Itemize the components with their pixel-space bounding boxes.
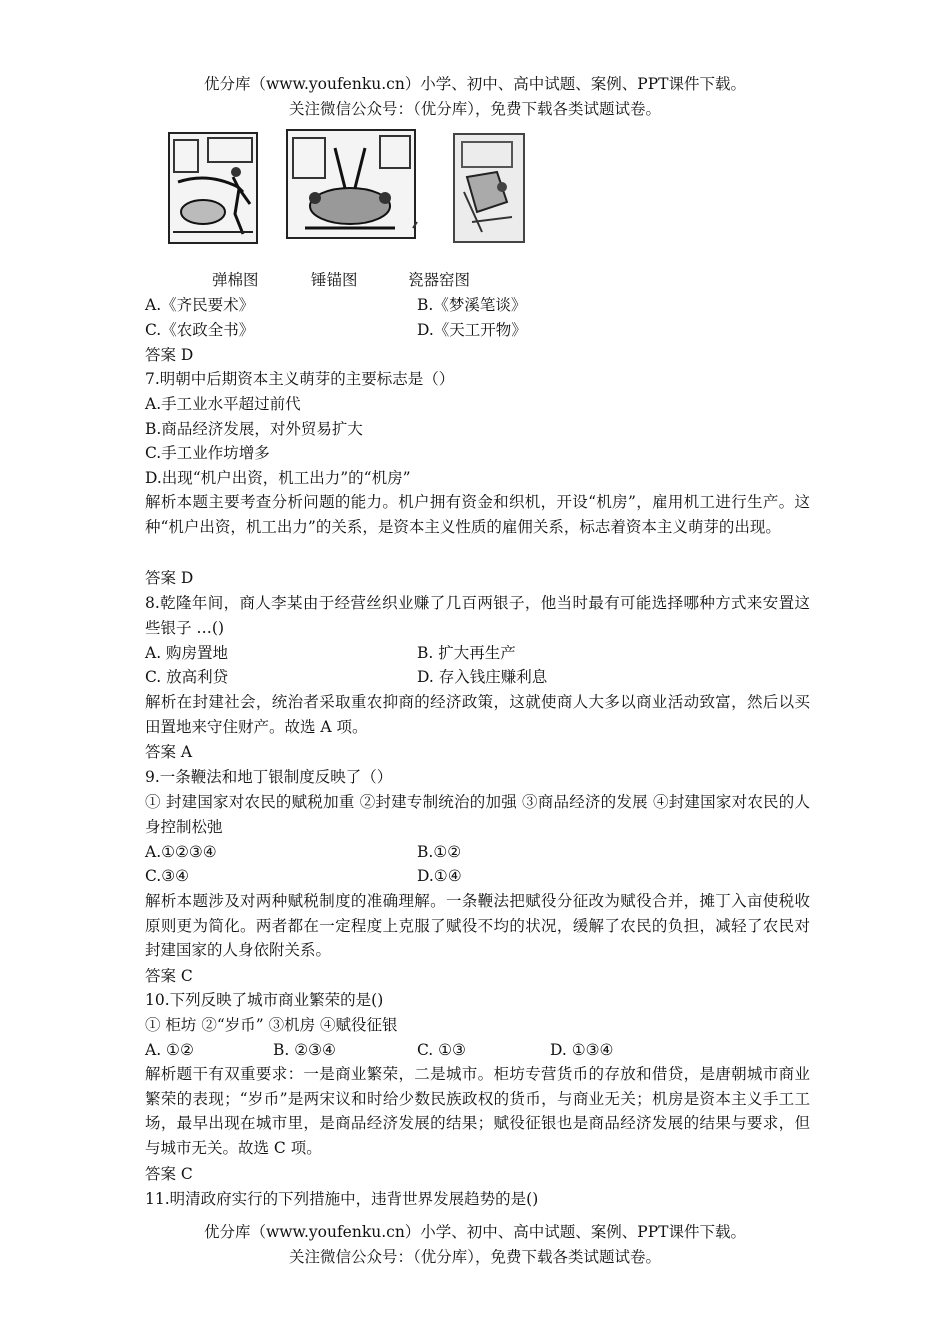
q9-option-row-2: [145, 864, 815, 889]
q9-option-d: D.①④: [417, 867, 462, 885]
q8-analysis: 解析在封建社会，统治者采取重农抑商的经济政策，这就使商人大多以商业活动致富，然后以买田置地来守住财产。故选 A 项。: [145, 693, 810, 736]
q10-option-d: D. ①③④: [550, 1041, 614, 1059]
q8-stem: 8.乾隆年间，商人李某由于经营丝织业赚了几百两银子，他当时最有可能选择哪种方式来安置这些银子 …(): [145, 594, 810, 637]
q10-option-c: C. ①③: [417, 1041, 466, 1059]
q6-answer: 答案 D: [145, 346, 194, 364]
q10-statements: ① 柜坊 ②“岁币” ③机房 ④赋役征银: [145, 1016, 398, 1034]
q7-analysis: 解析本题主要考查分析问题的能力。机户拥有资金和织机，开设“机房”，雇用机工进行生产。这种“机户出资，机工出力”的关系，是资本主义性质的雇佣关系，标志着资本主义萌芽的出现。: [145, 493, 810, 536]
anchor-forging-illustration: [285, 128, 420, 246]
q7-answer: 答案 D: [145, 569, 194, 587]
cotton-bowing-illustration: [168, 132, 258, 248]
q7-option-d: D.出现“机户出资，机工出力”的“机房”: [145, 469, 411, 487]
q9-answer: 答案 C: [145, 967, 193, 985]
q8-option-b: B. 扩大再生产: [417, 644, 516, 662]
footer-line-2: 关注微信公众号：（优分库），免费下载各类试题试卷。: [288, 1248, 661, 1266]
q6-option-row-2: [145, 318, 815, 343]
q8-option-c: C. 放高利贷: [145, 668, 229, 686]
caption-cotton-bowing: 弹棉图: [212, 271, 259, 289]
q10-answer: 答案 C: [145, 1165, 193, 1183]
q8-option-row-2: [145, 665, 815, 690]
header-line-1: 优分库（www.youfenku.cn）小学、初中、高中试题、案例、PPT课件下载。: [203, 75, 747, 93]
q6-option-b: B.《梦溪笔谈》: [417, 296, 527, 314]
q8-option-a: A. 购房置地: [145, 644, 229, 662]
q9-statements: ① 封建国家对农民的赋税加重 ②封建专制统治的加强 ③商品经济的发展 ④封建国家对农民的人身控制松弛: [145, 793, 810, 836]
q10-option-a: A. ①②: [145, 1041, 194, 1059]
header-line-2: 关注微信公众号：（优分库），免费下载各类试题试卷。: [288, 100, 661, 118]
q9-option-a: A.①②③④: [145, 843, 217, 861]
q9-analysis: 解析本题涉及对两种赋税制度的准确理解。一条鞭法把赋役分征改为赋役合并，摊丁入亩使税收原则更为简化。两者都在一定程度上克服了赋役不均的状况，缓解了农民的负担，减轻了农民对封建国家的人身依附关系。: [145, 892, 810, 960]
q7-option-a: A.手工业水平超过前代: [145, 395, 301, 413]
q6-option-c: C.《农政全书》: [145, 321, 255, 339]
q9-option-b: B.①②: [417, 843, 462, 861]
footer-line-1: 优分库（www.youfenku.cn）小学、初中、高中试题、案例、PPT课件下载。: [203, 1223, 747, 1241]
caption-porcelain-kiln: 瓷器窑图: [408, 271, 471, 289]
q8-option-row-1: [145, 641, 815, 666]
q10-stem: 10.下列反映了城市商业繁荣的是(): [145, 991, 384, 1009]
q8-answer: 答案 A: [145, 743, 193, 761]
q9-stem: 9.一条鞭法和地丁银制度反映了（）: [145, 768, 393, 786]
q6-option-row-1: [145, 293, 815, 318]
q7-option-b: B.商品经济发展，对外贸易扩大: [145, 420, 363, 438]
q11-stem: 11.明清政府实行的下列措施中，违背世界发展趋势的是(): [145, 1190, 539, 1208]
caption-anchor-forging: 锤锚图: [311, 271, 358, 289]
q6-option-a: A.《齐民要术》: [145, 296, 255, 314]
q8-option-d: D. 存入钱庄赚利息: [417, 668, 548, 686]
q9-option-row-1: [145, 840, 815, 865]
q10-option-b: B. ②③④: [273, 1041, 336, 1059]
q6-option-d: D.《天工开物》: [417, 321, 527, 339]
q10-analysis: 解析题干有双重要求：一是商业繁荣，二是城市。柜坊专营货币的存放和借贷，是唐朝城市商业繁荣的表现；“岁币”是两宋议和时给少数民族政权的货币，与商业无关；机房是资本主义手工工场，最早出现在城市里，是商品经济发展的结果；赋役征银也是商品经济发展的结果与要求，但与城市无关。故选 C 项。: [145, 1065, 810, 1157]
q7-stem: 7.明朝中后期资本主义萌芽的主要标志是（）: [145, 370, 455, 388]
q9-option-c: C.③④: [145, 867, 190, 885]
porcelain-kiln-illustration: [452, 132, 527, 248]
q7-option-c: C.手工业作坊增多: [145, 444, 270, 462]
